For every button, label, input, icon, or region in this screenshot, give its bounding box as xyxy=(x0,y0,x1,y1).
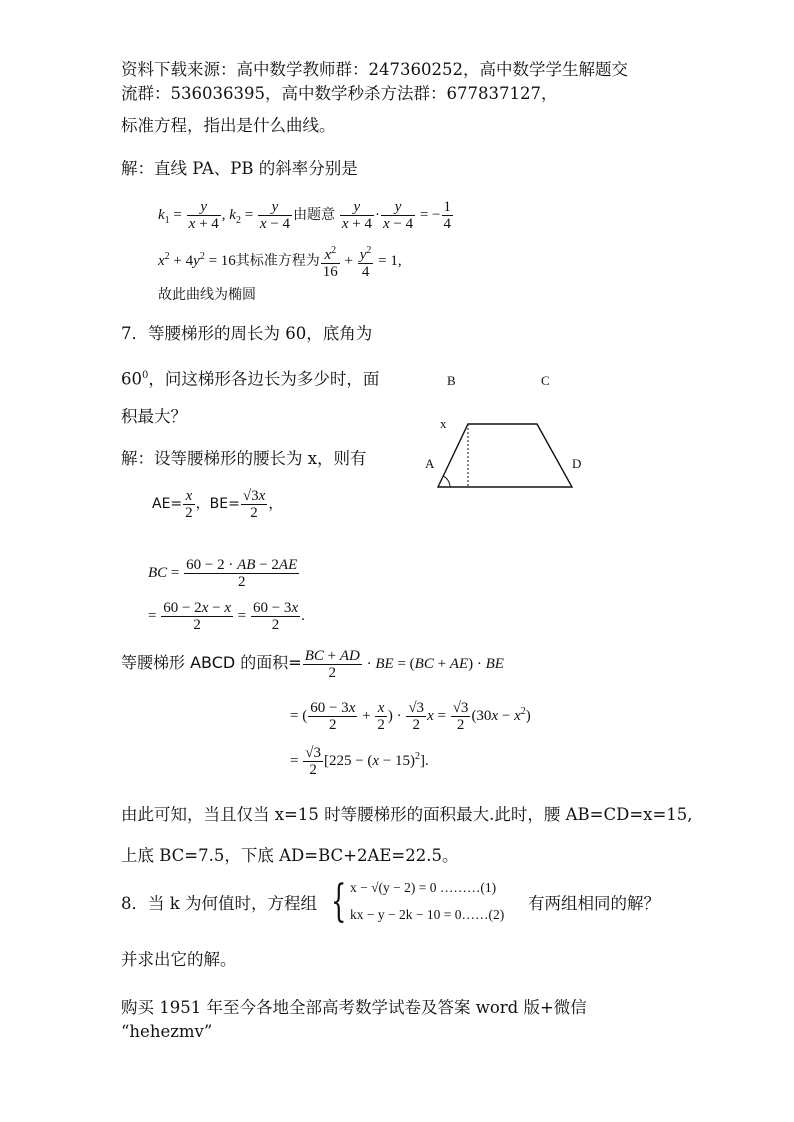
problem7-question-line-3: 积最大？ xyxy=(121,407,187,426)
problem8-question-post: 有两组相同的解？ xyxy=(528,894,660,913)
area-step-2: = ( $\frac{60 - 3x}{2}$ + $\frac{x}{2}$ ) · $\frac{√3}{2}$ x = $\frac{√3}{2}$ $(30x - x^2)$ xyxy=(290,700,531,733)
problem7-question-line-1: 7．等腰梯形的周长为 60，底角为 xyxy=(121,324,373,343)
header-line-1: 资料下载来源：高中数学教师群：247360252，高中数学学生解题交 xyxy=(121,60,628,79)
eq-mid-text: 其标准方程为 xyxy=(235,252,320,269)
bc-simplified: = $\frac{60 - 2x - x}{2}$ = $\frac{60 - 3x}{2}$ . xyxy=(148,600,305,633)
problem7-question-line-2: $60^0$，问这梯形各边长为多少时，面 xyxy=(121,369,380,389)
header-line-2: 流群：536036395，高中数学秒杀方法群：677837127， xyxy=(121,84,558,103)
area-step-3: = $\frac{√3}{2}$ $[225 - (x - 15)^2]$. xyxy=(290,745,429,778)
label-D: D xyxy=(572,456,582,471)
problem6-tail: 标准方程，指出是什么曲线。 xyxy=(121,116,336,135)
system-equation-1: x − √(y − 2) = 0 ………(1) xyxy=(350,880,497,895)
label-x: x xyxy=(440,416,447,431)
ae-be-formula: AE= $\frac{x}{2}$ ，BE= $\frac{√3x}{2}$ ， xyxy=(152,488,284,521)
label-A: A xyxy=(425,456,435,471)
problem7-solution-intro: 解：设等腰梯形的腰长为 x，则有 xyxy=(121,449,367,468)
problem7-result-1: 由此可知，当且仅当 x=15 时等腰梯形的面积最大.此时，腰 AB=CD=x=15, xyxy=(121,805,693,824)
footer-line-1: 购买 1951 年至今各地全部高考数学试卷及答案 word 版+微信 xyxy=(121,998,587,1017)
problem6-solution-intro: 解：直线 PA、PB 的斜率分别是 xyxy=(121,159,358,178)
bc-formula: BC = $\frac{60 - 2 \cdot AB - 2AE}{2}$ xyxy=(148,557,298,590)
system-brace: { xyxy=(331,876,347,927)
footer-line-2: “hehezmv” xyxy=(121,1022,213,1041)
problem8-question-line-2: 并求出它的解。 xyxy=(121,950,237,969)
slopes-formula: $k_1$ = $\frac{y}{x + 4}$ , $k_2$ = $\frac{y}{x - 4}$ 由题意 $\frac{y}{x + 4}$ · $\frac{y}{x - 4}$ = − $\frac{1}{4}$ xyxy=(158,199,452,232)
problem6-conclusion: 故此曲线为椭圆 xyxy=(158,287,256,303)
problem8-question-pre: 8．当 k 为何值时，方程组 xyxy=(121,894,317,913)
ellipse-equation: $x^2 + 4y^2 = 16$其标准方程为 $\frac{x^2}{16}$ + $\frac{y^2}{4}$ = 1, xyxy=(158,245,402,280)
label-B: B xyxy=(447,373,456,388)
system-equation-2: kx − y − 2k − 10 = 0……(2) xyxy=(350,907,505,922)
slopes-mid-text: 由题意 xyxy=(293,206,336,223)
problem7-result-2: 上底 BC=7.5，下底 AD=BC+2AE=22.5。 xyxy=(121,846,459,865)
label-C: C xyxy=(541,373,550,388)
area-formula: 等腰梯形 ABCD 的面积= $\frac{BC + AD}{2}$ · BE = (BC + AE) · BE xyxy=(121,648,504,681)
